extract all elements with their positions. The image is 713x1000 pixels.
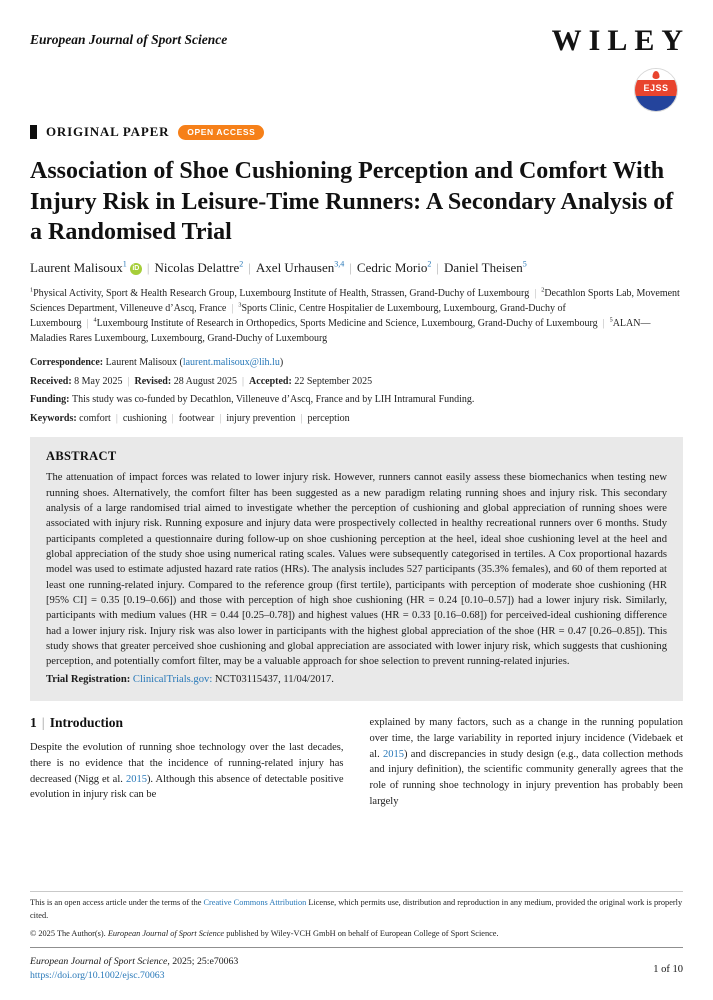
text-segment: Received: [30,375,75,387]
separator: | [146,260,150,276]
doi-line [30,969,238,984]
ejss-logo-top [635,69,677,80]
separator: | [534,288,537,300]
text-link[interactable]: 2015 [383,748,405,760]
text-segment: Decathlon Sports Lab, Movement Sciences Department, Villeneuve d’Ascq, France [30,288,680,315]
separator: | [242,375,245,387]
text-segment: 5 [609,316,613,324]
separator: | [171,412,174,424]
text-segment: Keywords: [30,412,80,424]
text-segment: Laurent Malisoux ( [105,357,183,369]
separator: | [219,412,222,424]
text-segment: ) [279,357,284,369]
correspondence-line [30,356,683,370]
text-segment: 28 August 2025 [173,375,238,387]
text-segment: License, which permits use, distribution and reproduction in any medium, provided the original work is properly cited. [30,898,683,921]
ejss-logo-text: EJSS [635,80,677,96]
abstract-heading: ABSTRACT [46,449,117,464]
text-segment: 5 [522,259,527,269]
keywords-line [30,412,683,426]
text-segment: 1 [30,286,34,294]
text-segment: 1 [30,715,37,731]
text-segment: © 2025 The Author(s). [30,929,108,939]
text-segment: , 2025; 25:e70063 [167,955,239,967]
text-segment: ) and discrepancies in study design (e.g., data collection methods and injury definition), the scientific community generally agrees that the role of running shoe technology in injury prevention has probably been largely [369,748,683,807]
text-segment: Revised: [134,375,174,387]
separator: | [127,375,130,387]
intro-paragraph-left [30,740,344,803]
separator: | [115,412,118,424]
text-segment: 2 [427,259,432,269]
article-type-marker [30,125,37,139]
text-segment: This is an open access article under the terms of the [30,898,204,908]
masthead [30,24,690,112]
funding-line [30,393,683,407]
flame-icon [653,71,660,79]
text-segment: footwear [178,412,215,424]
text-segment: ALAN—Maladies Rares Luxembourg, Luxembourg, Grand-Duchy of Luxembourg [30,318,651,345]
intro-paragraph-right [370,715,684,810]
ejss-logo-bottom [635,96,677,111]
text-segment: ). Although this absence of detectable positive evolution in injury risk can be [30,773,344,801]
affiliations [30,286,683,346]
article-type-row [30,124,683,140]
text-segment: Nicolas Delattre [154,260,240,276]
separator: | [349,260,352,276]
text-segment: 3,4 [334,259,345,269]
ejss-logo [634,68,678,112]
text-link[interactable]: laurent.malisoux@lih.lu [182,357,280,369]
text-segment: comfort [79,412,111,424]
wiley-logo: WILEY [551,24,690,57]
text-link[interactable]: ClinicalTrials.gov: [132,673,213,685]
text-segment: This study was co-funded by Decathlon, Villeneuve d’Ascq, France and by LIH Intramural Funding. [71,394,475,406]
intro-column-right [370,715,684,810]
separator: | [41,715,45,731]
text-link[interactable]: Creative Commons Attribution [203,898,307,908]
open-access-badge[interactable]: OPEN ACCESS [178,125,264,140]
abstract-section [30,437,683,701]
separator: | [231,303,234,315]
text-segment: European Journal of Sport Science [30,955,168,967]
text-segment: 22 September 2025 [294,375,373,387]
text-segment: Axel Urhausen [255,260,335,276]
authors-line [30,260,683,276]
text-link[interactable]: https://doi.org/10.1002/ejsc.70063 [30,970,165,982]
text-segment: Trial Registration: [46,673,133,685]
article-type-label: ORIGINAL PAPER [46,124,170,139]
page-number: 1 of 10 [653,963,683,975]
text-segment: European Journal of Sport Science [107,929,225,939]
text-segment: 8 May 2025 [74,375,123,387]
separator: | [248,260,251,276]
separator: | [300,412,303,424]
text-segment: Correspondence: [30,357,106,369]
text-segment: 2 [541,286,545,294]
license-text [30,897,683,923]
text-segment: Despite the evolution of running shoe technology over the last decades, there is no evidence that the incidence of running-related injury has decreased (Nigg et al. [30,742,344,785]
separator: | [602,318,605,330]
text-segment: cushioning [122,412,167,424]
text-segment: 3 [238,301,242,309]
masthead-right [551,24,690,112]
abstract-body: The attenuation of impact forces was related to lower injury risk. However, runners cannot easily assess these biomechanics when testing new running shoes. Alternatively, the comfort filter has been suggested as a new paradigm relating running shoes and injury risk. This secondary analysis of a large randomised trial aimed to investigate whether the perception of cushioning and global appreciation of running shoes were associated with injury risk. Running exposure and injury data were prospectively collected in healthy recreational runners over 6 months. Study participants completed a questionnaire during follow-up on shoe cushioning perception at the heel, ideal shoe cushioning level at the heel and global appreciation of the study shoe using numerical rating scales. Values were subsequently categorised in tertiles. A Cox proportional hazards model was used to estimate adjusted hazard rate ratios (HRs). The analysis includes 527 participants (35.3% females), and 60 of them reported at least one running-related injury. Compared to the reference group (first tertile), participants with perception of moderate shoe cushioning (HR [95% CI] = 0.35 [0.19–0.66]) and those with perception of high shoe cushioning (HR = 0.24 [0.10–0.57]) had a lower injury risk. Similarly, participants with medium values (HR = 0.44 [0.25–0.78]) and highest values (HR = 0.33 [0.16–0.68]) for perceived-ideal cushioning difference had a lower injury risk. Injury risk was also lower in participants with the highest global appreciation of the shoe (HR = 0.47 [0.26–0.85]). This study shows that greater perceived shoe cushioning and global appreciation are associated with lower injury risk, which suggests that cushioning perception, and potentially comfort filter, may be a valuable approach for shoe selection to prevent running-related injuries. [46,472,667,668]
paper-title: Association of Shoe Cushioning Perception and Comfort With Injury Risk in Leisure-Time Runners: A Secondary Analysis of a Randomised Trial [30,158,674,246]
orcid-icon[interactable]: iD [130,263,142,275]
text-segment: 4 [93,316,97,324]
text-segment: Funding: [30,394,72,406]
bottom-row [30,955,683,984]
text-segment: Laurent Malisoux [30,260,123,276]
separator: | [86,318,89,330]
dates-line [30,375,683,389]
divider [30,947,683,948]
text-segment: Introduction [49,715,124,731]
text-segment: Physical Activity, Sport & Health Research Group, Luxembourg Institute of Health, Strassen, Grand-Duchy of Luxembourg [33,288,530,300]
text-segment: Cedric Morio [356,260,428,276]
text-segment: 1 [122,259,127,269]
trial-registration-line [46,672,667,687]
copyright-text [30,928,683,940]
citation-line [30,955,238,970]
text-segment: Accepted: [249,375,295,387]
text-segment: Daniel Theisen [443,260,523,276]
text-segment: perception [307,412,350,424]
text-segment: NCT03115437, 11/04/2017. [212,673,334,685]
citation-block [30,955,238,984]
text-segment: 2 [239,259,244,269]
page-footer [30,891,683,984]
separator: | [436,260,439,276]
text-segment: published by Wiley-VCH GmbH on behalf of European College of Sport Science. [224,929,499,939]
intro-column-left [30,715,344,810]
text-segment: injury prevention [226,412,296,424]
text-link[interactable]: 2015 [125,773,147,785]
introduction-section [30,715,683,810]
journal-name: European Journal of Sport Science [30,32,228,47]
text-segment: Luxembourg Institute of Research in Orthopedics, Sports Medicine and Science, Luxembourg, Grand-Duchy of Luxembourg [96,318,598,330]
intro-heading [30,715,344,731]
text-segment: explained by many factors, such as a change in the running population over time, the large variability in reported injury incidence (Videbaek et al. [369,717,683,760]
text-segment: Sports Clinic, Centre Hospitalier de Luxembourg, Luxembourg, Grand-Duchy of Luxembourg [30,303,566,330]
divider [30,891,683,892]
